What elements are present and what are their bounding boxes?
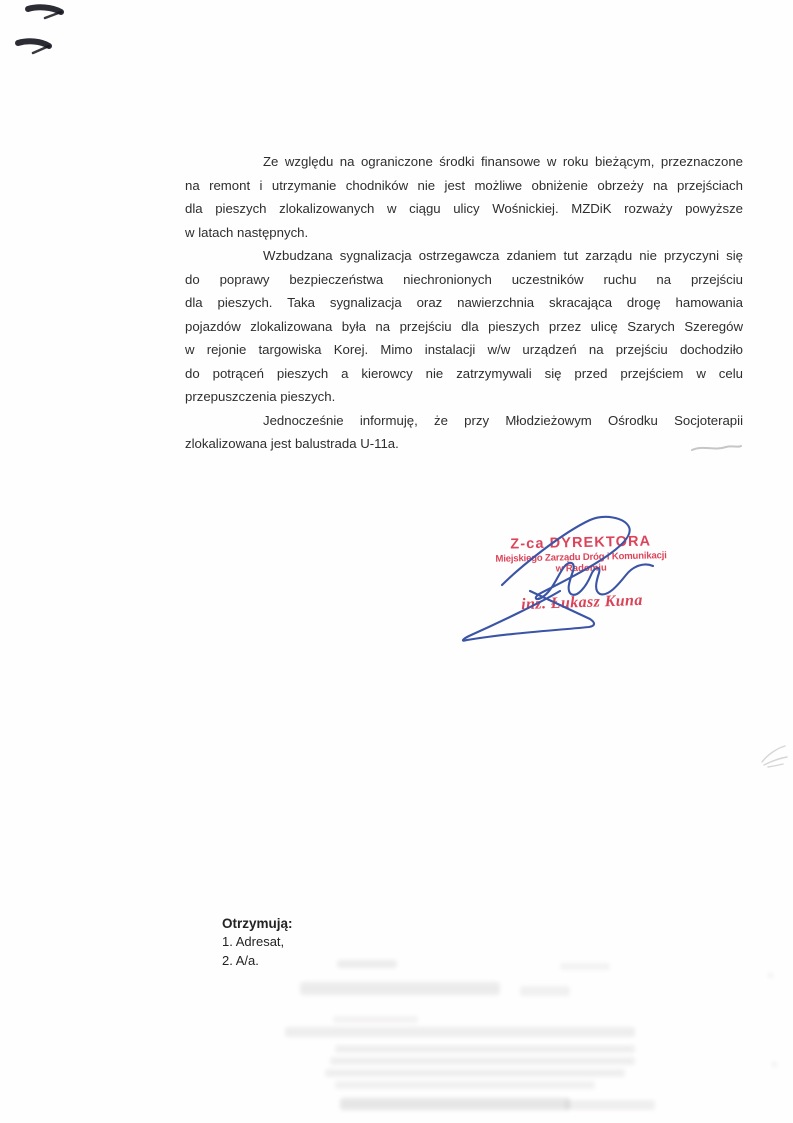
- body-text: [185, 150, 743, 456]
- text-line: do potrąceń pieszych a kierowcy nie zatrzymywali się przed przejściem w celu: [185, 365, 743, 381]
- text-line: przepuszczenia pieszych.: [185, 389, 336, 404]
- text-line: Ze względu na ograniczone środki finansowe w roku bieżącym, przeznaczone: [263, 154, 743, 169]
- distribution-header: Otrzymują:: [222, 916, 293, 931]
- signature-icon: [440, 505, 690, 665]
- signature-scribble: [440, 505, 690, 665]
- text-line: dla pieszych. Taka sygnalizacja oraz nawierzchnia skracająca drogę hamowania: [185, 295, 743, 310]
- pen-marks-artifact: [6, 0, 86, 66]
- text-line: Jednocześnie informuję, że przy Młodzieżowym Ośrodku Socjoterapii: [263, 412, 743, 428]
- stamp-city: w Radomiu: [555, 562, 607, 575]
- stamp-organization: Miejskiego Zarządu Dróg i Komunikacji: [495, 550, 667, 565]
- distribution-item: 2. A/a.: [222, 952, 259, 968]
- distribution-item: 1. Adresat,: [222, 934, 285, 949]
- distribution-block: [222, 914, 293, 970]
- text-line: Wzbudzana sygnalizacja ostrzegawcza zdaniem tut zarządu nie przyczyni się: [263, 248, 743, 263]
- text-line: w rejonie targowiska Korej. Mimo instalacji w/w urządzeń na przejściu dochodziło: [185, 342, 743, 357]
- text-line: pojazdów zlokalizowana była na przejściu dla pieszych przez ulicę Szarych Szeregów: [185, 318, 743, 334]
- text-line: w latach następnych.: [185, 224, 309, 240]
- text-line: na remont i utrzymanie chodników nie jest możliwe obniżenie obrzeży na przejściach: [185, 177, 743, 193]
- smudge-artifact: [688, 441, 744, 457]
- distribution-list: [222, 933, 293, 970]
- stamp-title: Z-ca DYREKTORA: [510, 533, 652, 553]
- scribble-artifact: [754, 736, 793, 772]
- signatory-name: inż. Łukasz Kuna: [520, 591, 644, 614]
- text-line: zlokalizowana jest balustrada U-11a.: [185, 436, 399, 451]
- pen-mark-icon: [6, 0, 86, 66]
- text-line: do poprawy bezpieczeństwa niechronionych uczestników ruchu na przejściu: [185, 271, 743, 287]
- text-line: dla pieszych zlokalizowanych w ciągu ulicy Wośnickiej. MZDiK rozważy powyższe: [185, 201, 743, 216]
